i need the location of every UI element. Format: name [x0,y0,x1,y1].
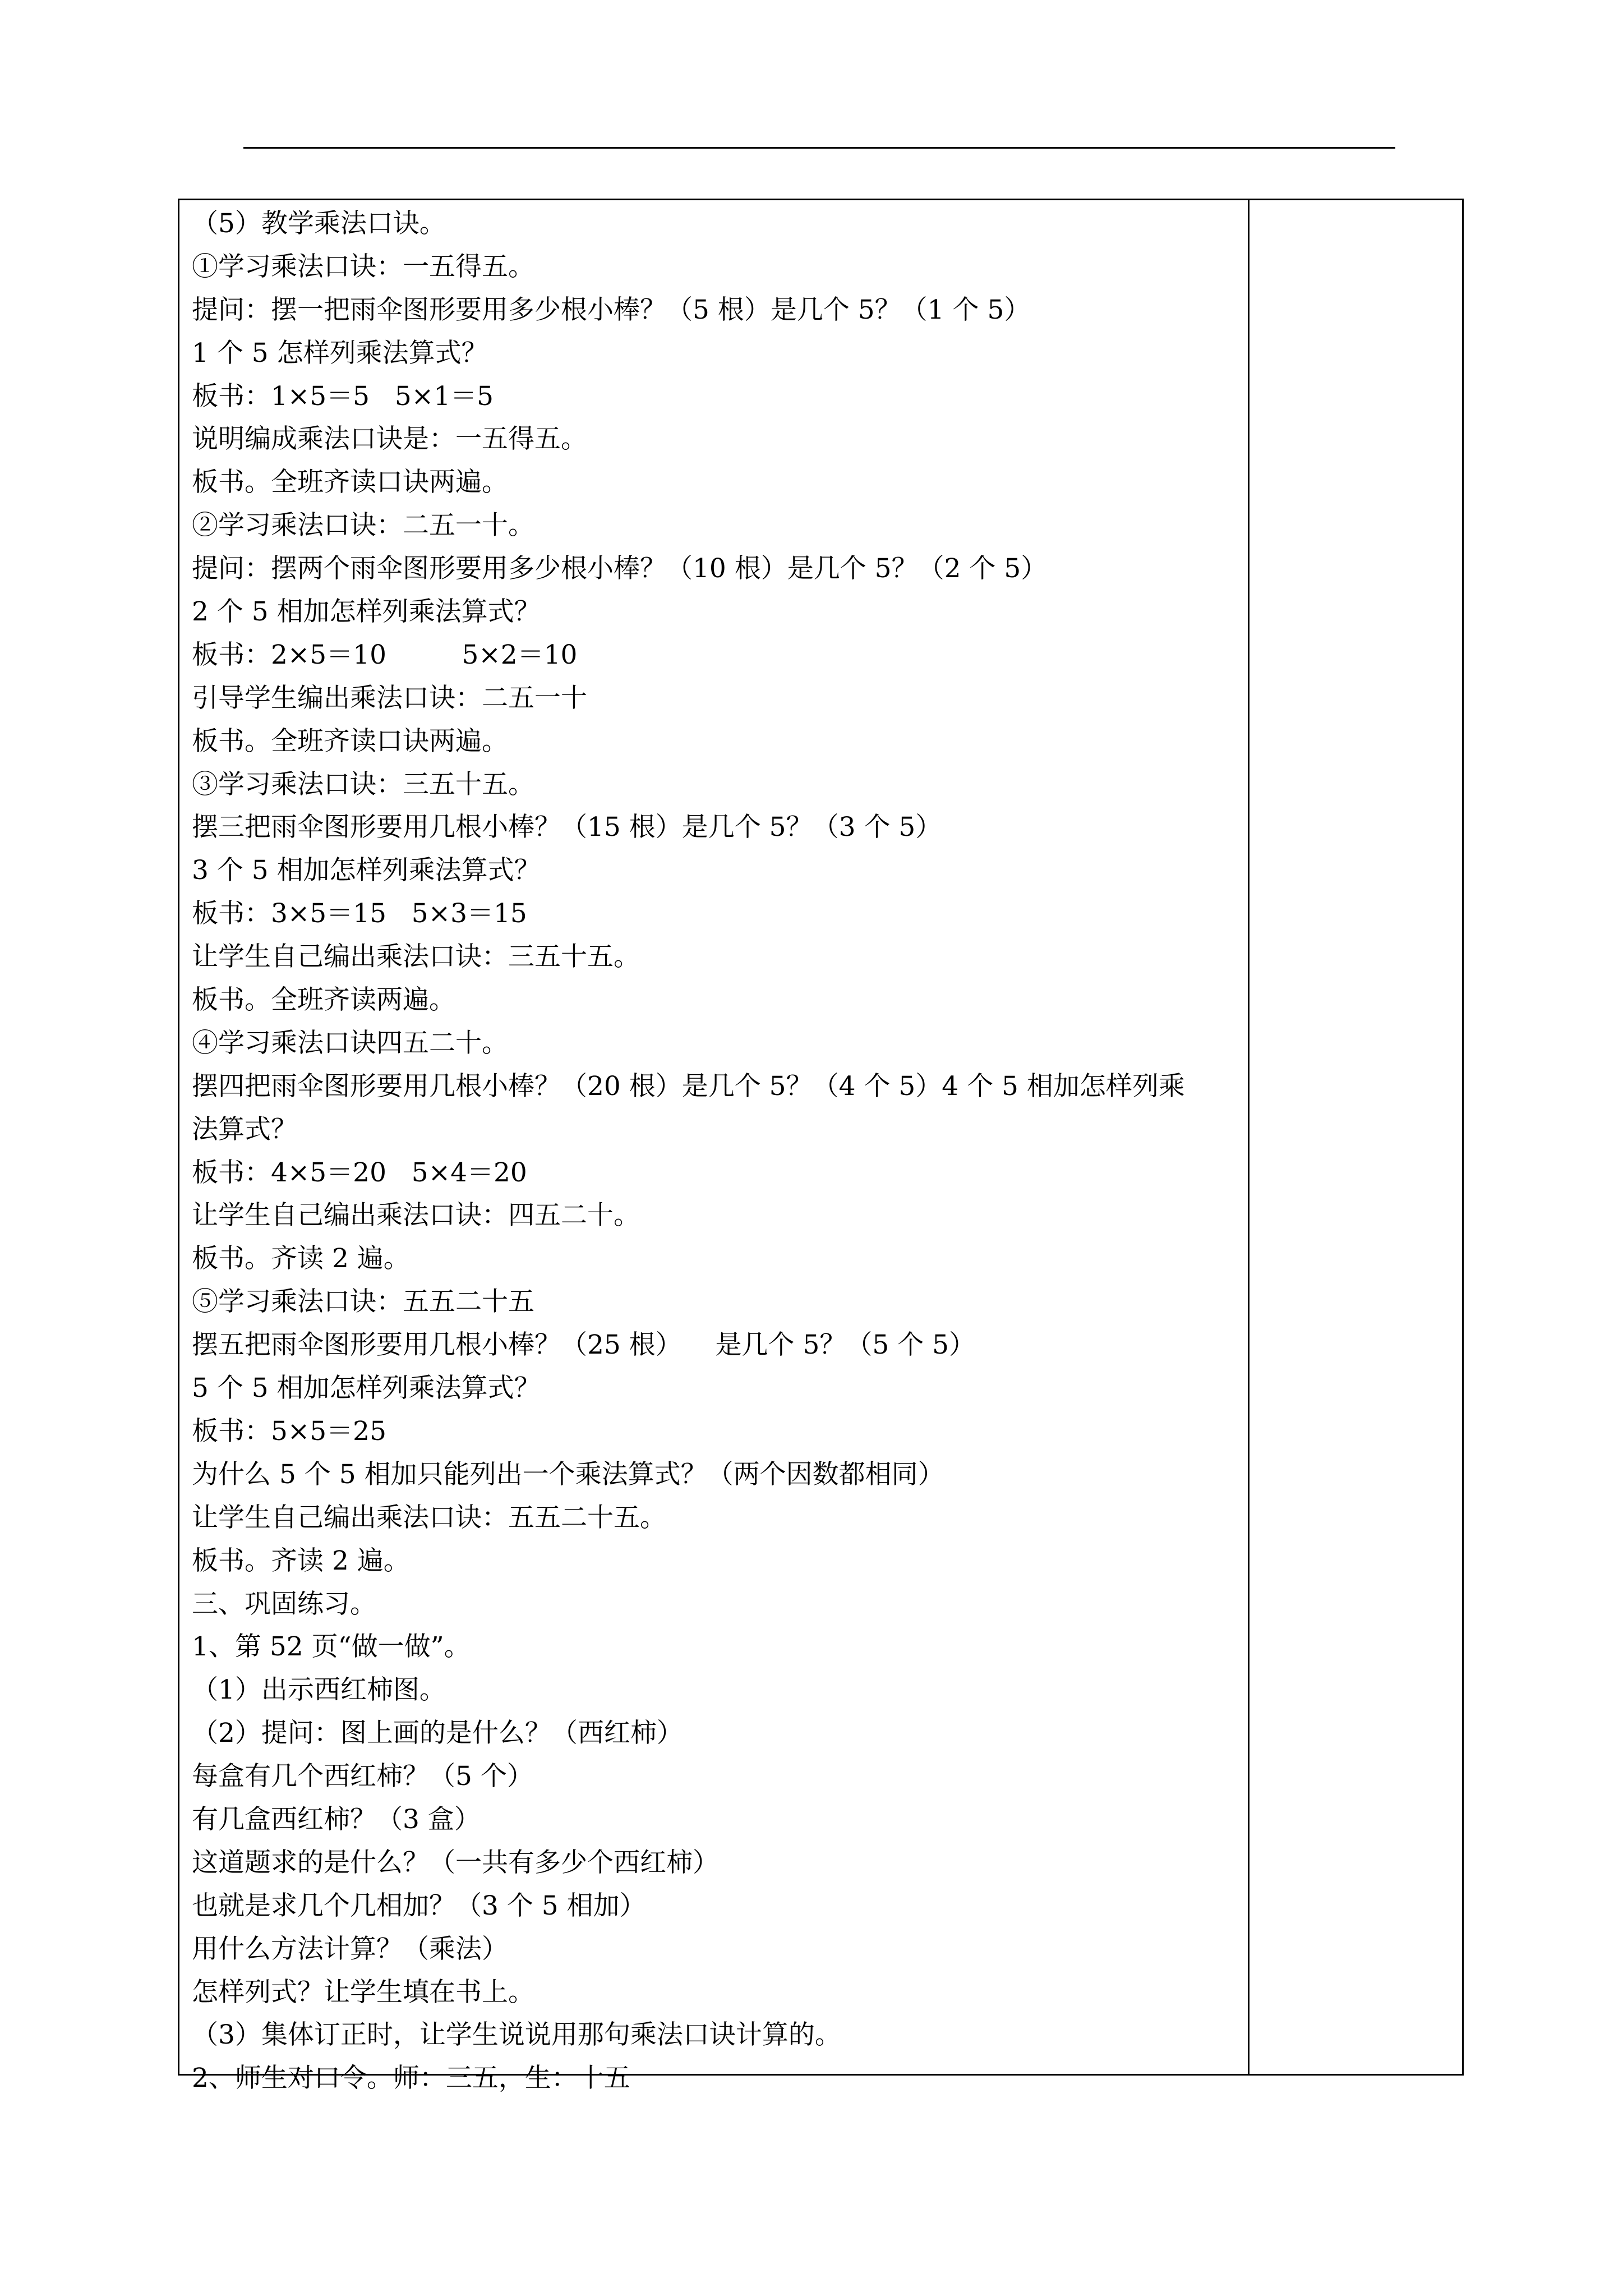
text-line: 有几盒西红柿？（3 盒） [192,1803,481,1835]
text-line: 为什么 5 个 5 相加只能列出一个乘法算式？（两个因数都相同） [192,1458,944,1490]
header-rule [243,147,1395,149]
text-line: 让学生自己编出乘法口诀：五五二十五。 [192,1502,666,1533]
text-line: （1）出示西红柿图。 [192,1674,446,1706]
text-line: （2）提问：图上画的是什么？（西红柿） [192,1718,683,1749]
text-line: 板书：4×5＝20 5×4＝20 [192,1157,527,1188]
text-line: 板书。全班齐读两遍。 [192,984,455,1016]
text-line: 板书：1×5＝5 5×1＝5 [192,380,494,412]
text-line: 板书。齐读 2 遍。 [192,1545,410,1576]
text-line: 板书：5×5＝25 [192,1415,386,1447]
text-line: 说明编成乘法口诀是：一五得五。 [192,424,587,455]
text-line: 也就是求几个几相加？（3 个 5 相加） [192,1890,646,1921]
text-line: 用什么方法计算？（乘法） [192,1933,508,1964]
text-line: 摆五把雨伞图形要用几根小棒？（25 根） 是几个 5？（5 个 5） [192,1329,976,1361]
text-line: 板书：3×5＝15 5×3＝15 [192,898,527,930]
text-line: 板书。齐读 2 遍。 [192,1243,410,1274]
text-line: 3 个 5 相加怎样列乘法算式？ [192,855,541,886]
text-line: 板书：2×5＝10 5×2＝10 [192,639,578,670]
lesson-content-cell [192,203,1235,2100]
text-line: 提问：摆两个雨伞图形要用多少根小棒？（10 根）是几个 5？（2 个 5） [192,553,1048,585]
text-line: 法算式？ [192,1114,297,1145]
text-line: 1、第 52 页“做一做”。 [192,1631,471,1663]
text-line: 2、师生对口令。师：三五，生：十五 [192,2063,630,2094]
text-line: ④学习乘法口诀四五二十。 [192,1027,508,1059]
text-line: 摆三把雨伞图形要用几根小棒？（15 根）是几个 5？（3 个 5） [192,812,942,843]
text-line: （3）集体订正时，让学生说说用那句乘法口诀计算的。 [192,2019,841,2051]
notes-cell [1251,200,1462,2074]
text-line: 提问：摆一把雨伞图形要用多少根小棒？（5 根）是几个 5？（1 个 5） [192,294,1031,325]
lesson-table [178,199,1464,2094]
column-divider [1248,200,1249,2074]
text-line: （5）教学乘法口诀。 [192,208,446,239]
text-line: 1 个 5 怎样列乘法算式？ [192,337,488,369]
text-line: 板书。全班齐读口诀两遍。 [192,725,508,757]
text-line: 让学生自己编出乘法口诀：三五十五。 [192,941,640,973]
text-line: 每盒有几个西红柿？（5 个） [192,1761,533,1792]
text-line: ③学习乘法口诀：三五十五。 [192,769,534,800]
text-line: 板书。全班齐读口诀两遍。 [192,467,508,498]
text-line: ①学习乘法口诀：一五得五。 [192,251,534,282]
text-line: 2 个 5 相加怎样列乘法算式？ [192,596,541,628]
text-line: 让学生自己编出乘法口诀：四五二十。 [192,1200,640,1231]
text-line: 三、巩固练习。 [192,1588,376,1619]
text-line: 怎样列式？让学生填在书上。 [192,1976,534,2008]
text-line: 引导学生编出乘法口诀：二五一十 [192,682,587,714]
text-line: 这道题求的是什么？（一共有多少个西红柿） [192,1847,719,1878]
text-line: 摆四把雨伞图形要用几根小棒？（20 根）是几个 5？（4 个 5）4 个 5 相加怎样列乘 [192,1070,1185,1102]
text-line: 5 个 5 相加怎样列乘法算式？ [192,1373,541,1404]
text-line: ②学习乘法口诀：二五一十。 [192,510,534,541]
text-line: ⑤学习乘法口诀：五五二十五 [192,1286,534,1318]
